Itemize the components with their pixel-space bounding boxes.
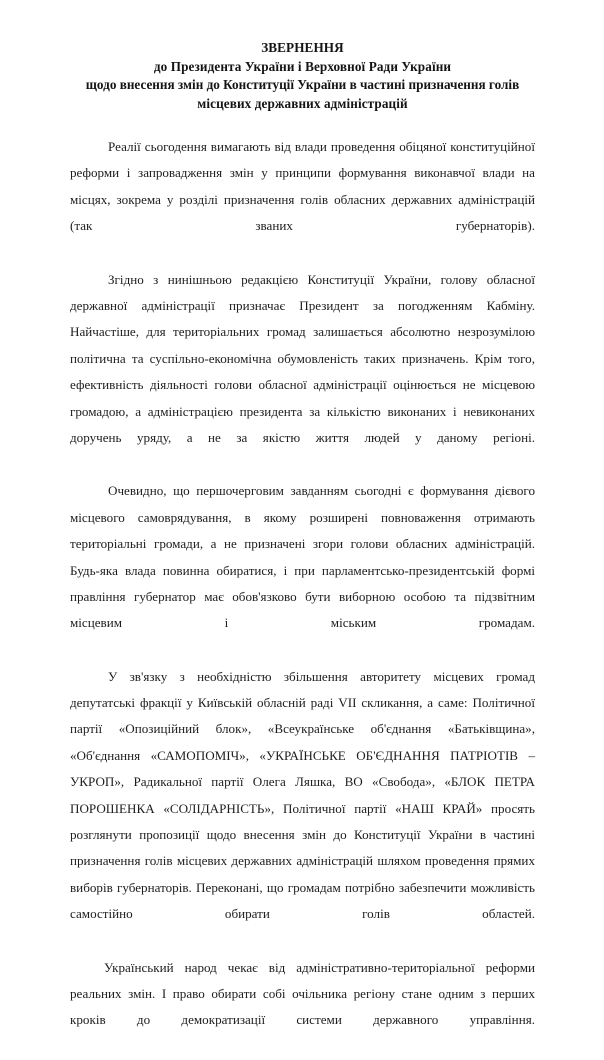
page-title: [70, 39, 535, 113]
paragraph: Український народ чекає від адміністративно-територіальної реформи реальних змін. І право обирати собі очільника регіону стане одним з перших кроків до демократизації системи державного управління.: [70, 959, 535, 1028]
paragraph: У зв'язку з необхідністю збільшення авторитету місцевих громад депутатські фракції у Київській обласній раді VII скликання, а саме: Політичної партії «Опозиційний блок», «Всеукраїнське об'єднання «Батьківщина», «Об'єднання «САМОПОМІЧ», «УКРАЇНСЬКЕ ОБ'ЄДНАННЯ ПАТРІОТІВ – УКРОП», Радикальної партії Олега Ляшка, ВО «Свобода», «БЛОК ПЕТРА ПОРОШЕНКА «СОЛІДАРНІСТЬ», Політичної партії «НАШ КРАЙ» просять розглянути пропозиції щодо внесення змін до Конституції України в частині призначення голів місцевих державних адміністрацій шляхом проведення прямих виборів губернаторів. Переконані, що громадам потрібно забезпечити можливість самостійно обирати голів областей.: [70, 668, 535, 922]
paragraph: Очевидно, що першочерговим завданням сьогодні є формування дієвого місцевого самоврядування, в якому розширені повноваження отримають територіальні громади, а не призначені згори голови обласних адміністрацій. Будь-яка влада повинна обиратися, і при парламентсько-президентській формі правління губернатор має обов'язково бути виборною особою та підзвітним місцевим і міським громадам.: [70, 483, 535, 631]
title-line-addressee: до Президента України і Верховної Ради України: [153, 58, 452, 74]
title-line-subject-2: місцевих державних адміністрацій: [197, 95, 408, 111]
document-body: [70, 134, 535, 1060]
paragraph: Згідно з нинішньою редакцією Конституції України, голову обласної державної адміністрації призначає Президент за погодженням Кабміну. Найчастіше, для територіальних громад залишається абсолютно незрозумілою політична та суспільно-економічна обумовленість таких призначень. Крім того, ефективність діяльності голови обласної адміністрації оцінюється не місцевою громадою, а адміністрацією президента за кількістю виконаних і невиконаних доручень уряду, а не за якістю життя людей у даному регіоні.: [70, 271, 535, 445]
paragraph: Реалії сьогодення вимагають від влади проведення обіцяної конституційної реформи і запровадження змін у принципи формування виконавчої влади на місцях, зокрема у розділі призначення голів обласних державних адміністрацій (так званих губернаторів).: [70, 139, 535, 234]
title-line-subject-1: щодо внесення змін до Конституції України в частині призначення голів: [85, 77, 520, 92]
title-line-heading: ЗВЕРНЕННЯ: [261, 40, 344, 55]
